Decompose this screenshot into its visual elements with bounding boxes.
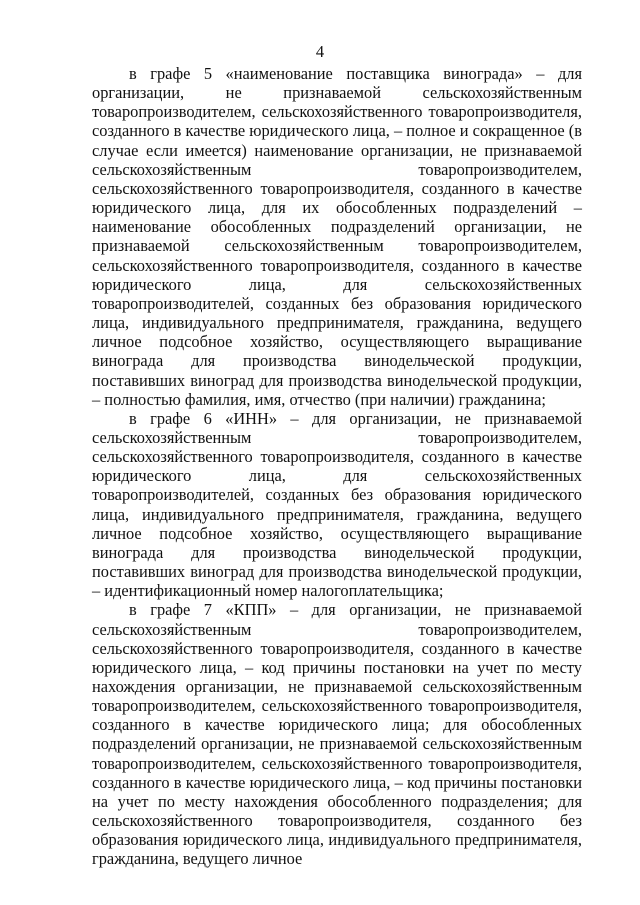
paragraph-grafa-6: в графе 6 «ИНН» – для организации, не признаваемой сельскохозяйственным товаропроизводителем, сельскохозяйственного товаропроизводителя, созданного в качестве юридического лица, для сельскохозяйственных товаропроизводителей, созданных без образования юридического лица, индивидуального предпринимателя, гражданина, ведущего личное подсобное хозяйство, осуществляющего выращивание винограда для производства винодельческой продукции, поставивших виноград для производства винодельческой продукции, – идентификационный номер налогоплательщика;	[92, 408, 582, 601]
document-body	[92, 64, 582, 869]
page-number: 4	[315, 42, 325, 61]
paragraph-grafa-7: в графе 7 «КПП» – для организации, не признаваемой сельскохозяйственным товаропроизводителем, сельскохозяйственного товаропроизводителя, созданного в качестве юридического лица, – код причины постановки на учет по месту нахождения организации, не признаваемой сельскохозяйственным товаропроизводителем, сельскохозяйственного товаропроизводителя, созданного в качестве юридического лица; для обособленных подразделений организации, не признаваемой сельскохозяйственным товаропроизводителем, сельскохозяйственного товаропроизводителя, созданного в качестве юридического лица, – код причины постановки на учет по месту нахождения обособленного подразделения; для сельскохозяйственного товаропроизводителя, созданного без образования юридического лица, индивидуального предпринимателя, гражданина, ведущего личное	[92, 600, 582, 869]
paragraph-grafa-5: в графе 5 «наименование поставщика винограда» – для организации, не признаваемой сельскохозяйственным товаропроизводителем, сельскохозяйственного товаропроизводителя, созданного в качестве юридического лица, – полное и сокращенное (в случае если имеется) наименование организации, не признаваемой сельскохозяйственным товаропроизводителем, сельскохозяйственного товаропроизводителя, созданного в качестве юридического лица, для их обособленных подразделений – наименование обособленных подразделений организации, не признаваемой сельскохозяйственным товаропроизводителем, сельскохозяйственного товаропроизводителя, созданного в качестве юридического лица, для сельскохозяйственных товаропроизводителей, созданных без образования юридического лица, индивидуального предпринимателя, гражданина, ведущего личное подсобное хозяйство, осуществляющего выращивание винограда для производства винодельческой продукции, поставивших виноград для производства винодельческой продукции, – полностью фамилия, имя, отчество (при наличии) гражданина;	[92, 64, 582, 409]
